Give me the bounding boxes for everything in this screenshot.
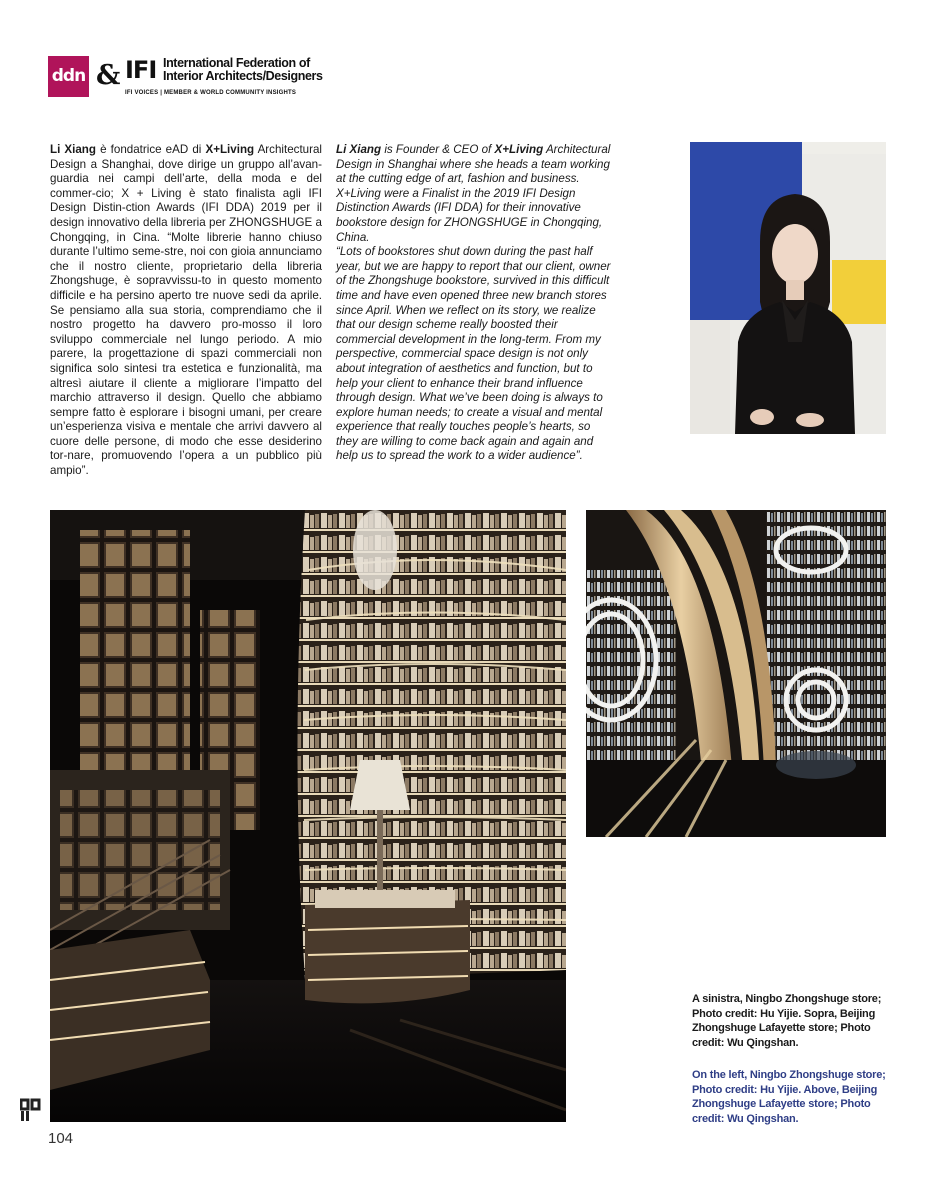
ifi-full-name: International Federation of Interior Architects/Designers bbox=[163, 56, 323, 83]
caption-english: On the left, Ningbo Zhongshuge store; Photo credit: Hu Yijie. Above, Beijing Zhongshuge Lafayette store; Photo credit: Wu Qingshan. bbox=[692, 1069, 886, 1125]
caption-italian: A sinistra, Ningbo Zhongshuge store; Photo credit: Hu Yijie. Sopra, Beijing Zhongshuge Lafayette store; Photo credit: Wu Qingshan. bbox=[692, 993, 882, 1049]
english-column bbox=[336, 143, 612, 464]
italian-column bbox=[50, 143, 322, 479]
bookstore-photo-ningbo bbox=[50, 510, 566, 1122]
ifi-logo: IFI bbox=[125, 56, 157, 84]
ddn-logo bbox=[48, 56, 89, 97]
footer-ddn-logo-icon bbox=[20, 1098, 44, 1122]
bookstore-photo-beijing bbox=[586, 510, 886, 837]
english-name: Li Xiang bbox=[336, 143, 382, 156]
italian-company: X+Living bbox=[205, 143, 255, 156]
english-intro bbox=[336, 143, 612, 245]
english-quote: “Lots of bookstores shut down during the past half year, but we are happy to report that our client, owner of the Zhongshuge bookstore, survived in this difficult time and have even opened three new branch stores since April. When we reflect on its story, we realize that our design scheme really boosted their commercial development in the long-term. From my perspective, commercial space design is not only about integration of aesthetics and function, but to help your client to enhance their brand influence through design. What we’ve been doing is always to explore human needs; to create a visual and mental experience that really touches people’s hearts, so they are willing to come back again and again and help us to spread the work to a wider audience”. bbox=[336, 245, 611, 463]
portrait-photo bbox=[690, 142, 886, 434]
ifi-tagline: IFI VOICES | MEMBER & WORLD COMMUNITY INSIGHTS bbox=[125, 90, 297, 96]
english-text-1: is Founder & CEO of bbox=[381, 143, 495, 156]
italian-text-1: è fondatrice eAD di bbox=[95, 143, 206, 156]
italian-paragraph bbox=[50, 143, 322, 479]
ampersand: & bbox=[96, 60, 121, 91]
page-number: 104 bbox=[48, 1130, 74, 1147]
english-company: X+Living bbox=[494, 143, 544, 156]
italian-name: Li Xiang bbox=[50, 143, 96, 156]
ddn-logo-text: ddn bbox=[51, 66, 86, 86]
italian-text-2: Architectural Design a Shanghai, dove dirige un gruppo all’avan-guardia nei campi dell’arte, della moda e del commer-cio; X + Living è stato finalista agli IFI Design Distin-ction Awards (IFI DDA) 2019 per il design innovativo della libreria per ZHONGSHUGE a Chongqing, in Cina. “Molte librerie hanno chiuso durante l’ultimo seme-stre, noi con gioia annunciamo che il nostro cliente, proprietario della libreria Zhongshuge, è sopravvissu-to in questo momento difficile e ha persino aperto tre nuove sedi da aprile. Se pensiamo alla sua storia, comprendiamo che il nostro progetto ha davvero pro-mosso il loro sviluppo commerciale nel lungo periodo. A mio parere, la progettazione di spazi commerciali non significa solo sintesi tra estetica e funzionalità, ma altresì aiutare il cliente a migliorare l’impatto del marchio attraverso il design. Quello che abbiamo sempre fatto è esplorare i bisogni umani, per creare un’esperienza visiva e mentale che arrivi davvero al cuore delle persone, di modo che esse desiderino tor-nare, promuovendo l’opera a un pubblico più ampio”. bbox=[50, 143, 323, 478]
english-text-2: Architectural Design in Shanghai where she heads a team working at the cutting edge of art, fashion and business. X+Living were a Finalist in the 2019 IFI Design Distinction Awards (IFI DDA) for their innovative bookstore design for ZHONGSHUGE in Chongqing, China. bbox=[336, 143, 611, 244]
